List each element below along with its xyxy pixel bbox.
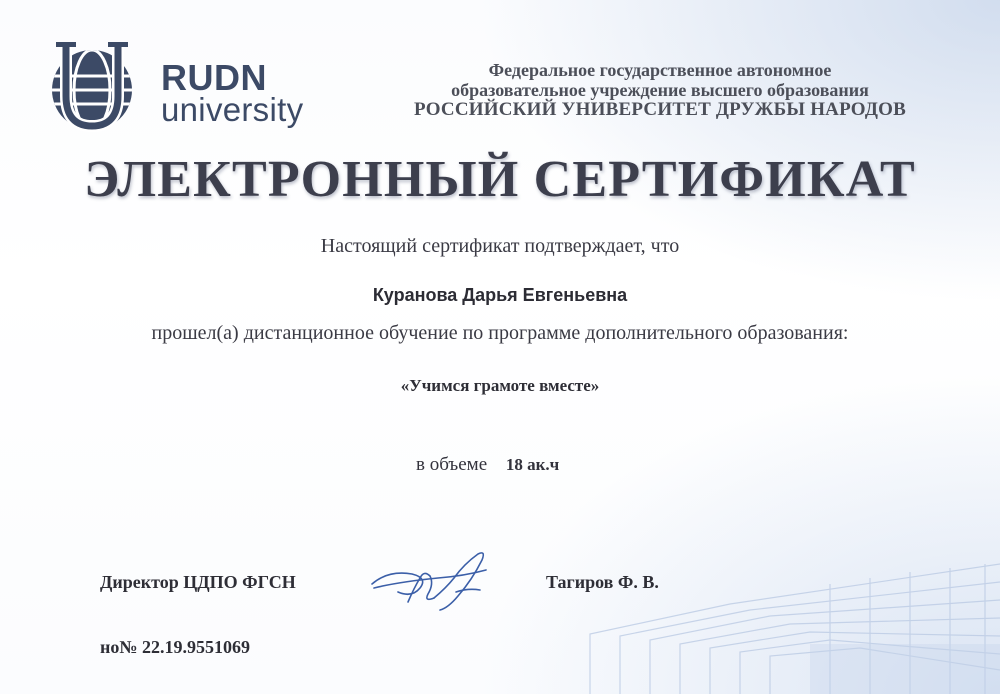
signer-name: Тагиров Ф. В. bbox=[546, 572, 659, 592]
volume-value: 18 ак.ч bbox=[505, 455, 560, 474]
completion-text: прошел(а) дистанционное обучение по программе дополнительного образования: bbox=[151, 322, 849, 344]
building-watermark bbox=[530, 524, 1000, 694]
handwritten-signature bbox=[368, 548, 498, 616]
certificate-title: ЭЛЕКТРОННЫЙ СЕРТИФИКАТ bbox=[84, 151, 916, 208]
recipient-name: Куранова Дарья Евгеньевна bbox=[372, 285, 628, 305]
logo-word-rudn: RUDN bbox=[161, 57, 267, 98]
course-volume bbox=[416, 454, 559, 476]
organization-line-2: образовательное учреждение высшего образования bbox=[451, 80, 869, 100]
organization-line-3: РОССИЙСКИЙ УНИВЕРСИТЕТ ДРУЖБЫ НАРОДОВ bbox=[414, 99, 906, 120]
organization-header bbox=[350, 60, 970, 120]
volume-label: в объеме bbox=[416, 454, 488, 475]
confirm-text: Настоящий сертификат подтверждает, что bbox=[320, 235, 680, 257]
logo-word-university: university bbox=[161, 91, 304, 128]
director-position: Директор ЦДПО ФГСН bbox=[100, 572, 296, 592]
rudn-emblem-icon bbox=[36, 40, 154, 132]
rudn-logo bbox=[36, 40, 326, 132]
certificate-number: но№ 22.19.9551069 bbox=[100, 637, 250, 657]
program-name: «Учимся грамоте вместе» bbox=[400, 376, 600, 395]
organization-line-1: Федеральное государственное автономное bbox=[488, 60, 832, 80]
